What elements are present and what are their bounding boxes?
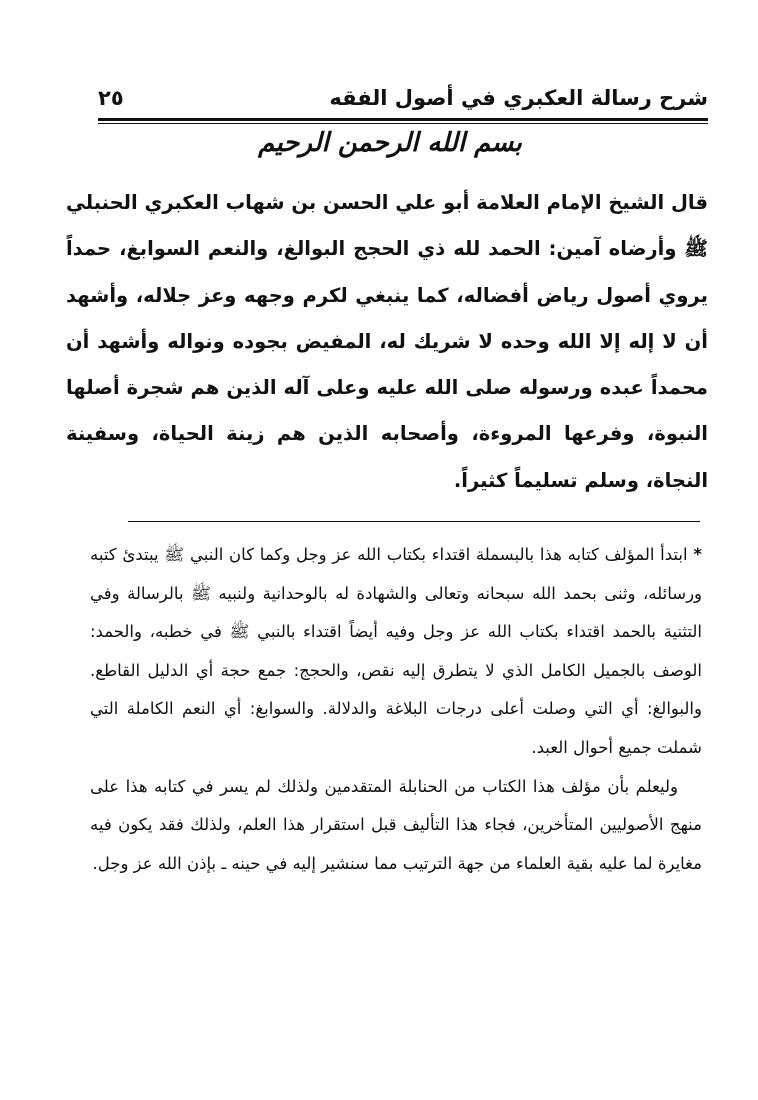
- footnote-1-text: ابتدأ المؤلف كتابه هذا بالبسملة اقتداء بكتاب الله عز وجل وكما كان النبي ﷺ يبتدئ كتبه ورسائله، وثنى بحمد الله سبحانه وتعالى والشهادة له بالوحدانية ولنبيه ﷺ بالرسالة وفي التثنية بالحمد اقتداء بكتاب الله عز وجل وفيه أيضاً اقتداء بالنبي ﷺ في خطبه، والحمد: الوصف بالجميل الكامل الذي لا يتطرق إليه نقص، والحجج: جمع حجة أي الدليل القاطع. والبوالغ: أي التي وصلت أعلى درجات البلاغة والدلالة. والسوابغ: أي النعم الكاملة التي شملت جميع أحوال العبد.: [90, 545, 702, 757]
- main-text-block: [66, 180, 708, 504]
- footnote-separator: [128, 521, 700, 522]
- footnote-marker: *: [693, 545, 702, 564]
- footnote-2: وليعلم بأن مؤلف هذا الكتاب من الحنابلة المتقدمين ولذلك لم يسر في كتابه هذا على منهج الأصوليين المتأخرين، فجاء هذا التأليف قبل استقرار هذا العلم، ولذلك فقد يكون فيه مغايرة لما عليه بقية العلماء من جهة الترتيب مما سنشير إليه في حينه ـ بإذن الله عز وجل.: [90, 776, 702, 873]
- running-title: شرح رسالة العكبري في أصول الفقه: [329, 86, 708, 110]
- page-number: ٢٥: [98, 86, 124, 110]
- header-rule-thick: [98, 118, 708, 121]
- footnote-1: [90, 536, 702, 768]
- main-paragraph: قال الشيخ الإمام العلامة أبو علي الحسن بن شهاب العكبري الحنبلي ﷺ وأرضاه آمين: الحمد لله ذي الحجج البوالغ، والنعم السوابغ، حمداً يروي أصول رياض أفضاله، كما ينبغي لكرم وجهه وعز جلاله، وأشهد أن لا إله إلا الله وحده لا شريك له، المفيض بجوده ونواله وأشهد أن محمداً عبده ورسوله صلى الله عليه وعلى آله الذين هم شجرة أصلها النبوة، وفرعها المروءة، وأصحابه الذين هم زينة الحياة، وسفينة النجاة، وسلم تسليماً كثيراً.: [66, 191, 708, 492]
- footnotes-block: [90, 536, 702, 883]
- header-rule-thin: [98, 123, 708, 124]
- basmala-calligraphy: بسم الله الرحمن الرحيم: [258, 128, 522, 158]
- page-header: [98, 82, 708, 122]
